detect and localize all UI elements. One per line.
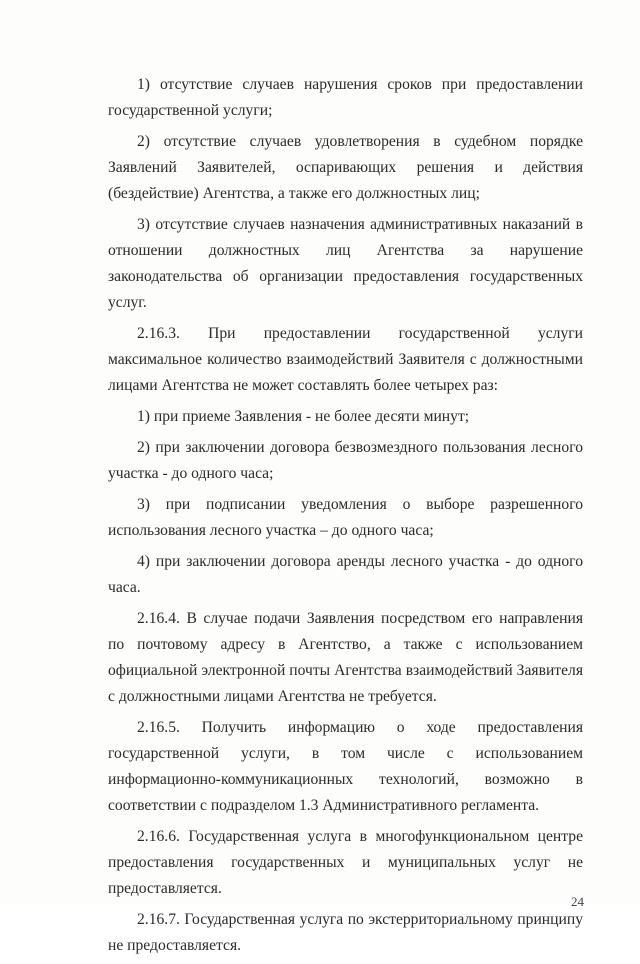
paragraph-criterion-2: 2) отсутствие случаев удовлетворения в судебном порядке Заявлений Заявителей, оспаривающих решения и действия (бездействие) Агентства, а также его должностных лиц;	[108, 133, 583, 202]
page-number: 24	[571, 894, 584, 909]
paragraph-interaction-3: 3) при подписании уведомления о выборе разрешенного использования лесного участка – до одного часа;	[108, 496, 583, 539]
paragraph-2-16-5: 2.16.5. Получить информацию о ходе предоставления государственной услуги, в том числе с использованием информационно-коммуникационных технологий, возможно в соответствии с подразделом 1.3 Административного регламента.	[108, 719, 583, 814]
paragraph-interaction-2: 2) при заключении договора безвозмездного пользования лесного участка - до одного часа;	[108, 439, 583, 482]
document-body	[108, 72, 583, 964]
paragraph-criterion-3: 3) отсутствие случаев назначения административных наказаний в отношении должностных лиц Агентства за нарушение законодательства об организации предоставления государственных услуг.	[108, 216, 583, 311]
paragraph-interaction-1: 1) при приеме Заявления - не более десяти минут;	[137, 408, 470, 425]
paragraph-criterion-1: 1) отсутствие случаев нарушения сроков при предоставлении государственной услуги;	[108, 76, 583, 119]
paragraph-2-16-4: 2.16.4. В случае подачи Заявления посредством его направления по почтовому адресу в Агентство, а также с использованием официальной электронной почты Агентства взаимодействий Заявителя с должностными лицами Агентства не требуется.	[108, 610, 583, 705]
paragraph-2-16-3: 2.16.3. При предоставлении государственной услуги максимальное количество взаимодействий Заявителя с должностными лицами Агентства не может составлять более четырех раз:	[108, 325, 583, 394]
paragraph-2-16-7: 2.16.7. Государственная услуга по экстерриториальному принципу не предоставляется.	[108, 911, 583, 954]
paragraph-interaction-4: 4) при заключении договора аренды лесного участка - до одного часа.	[108, 553, 583, 596]
paragraph-2-16-6: 2.16.6. Государственная услуга в многофункциональном центре предоставления государственных и муниципальных услуг не предоставляется.	[108, 828, 583, 897]
